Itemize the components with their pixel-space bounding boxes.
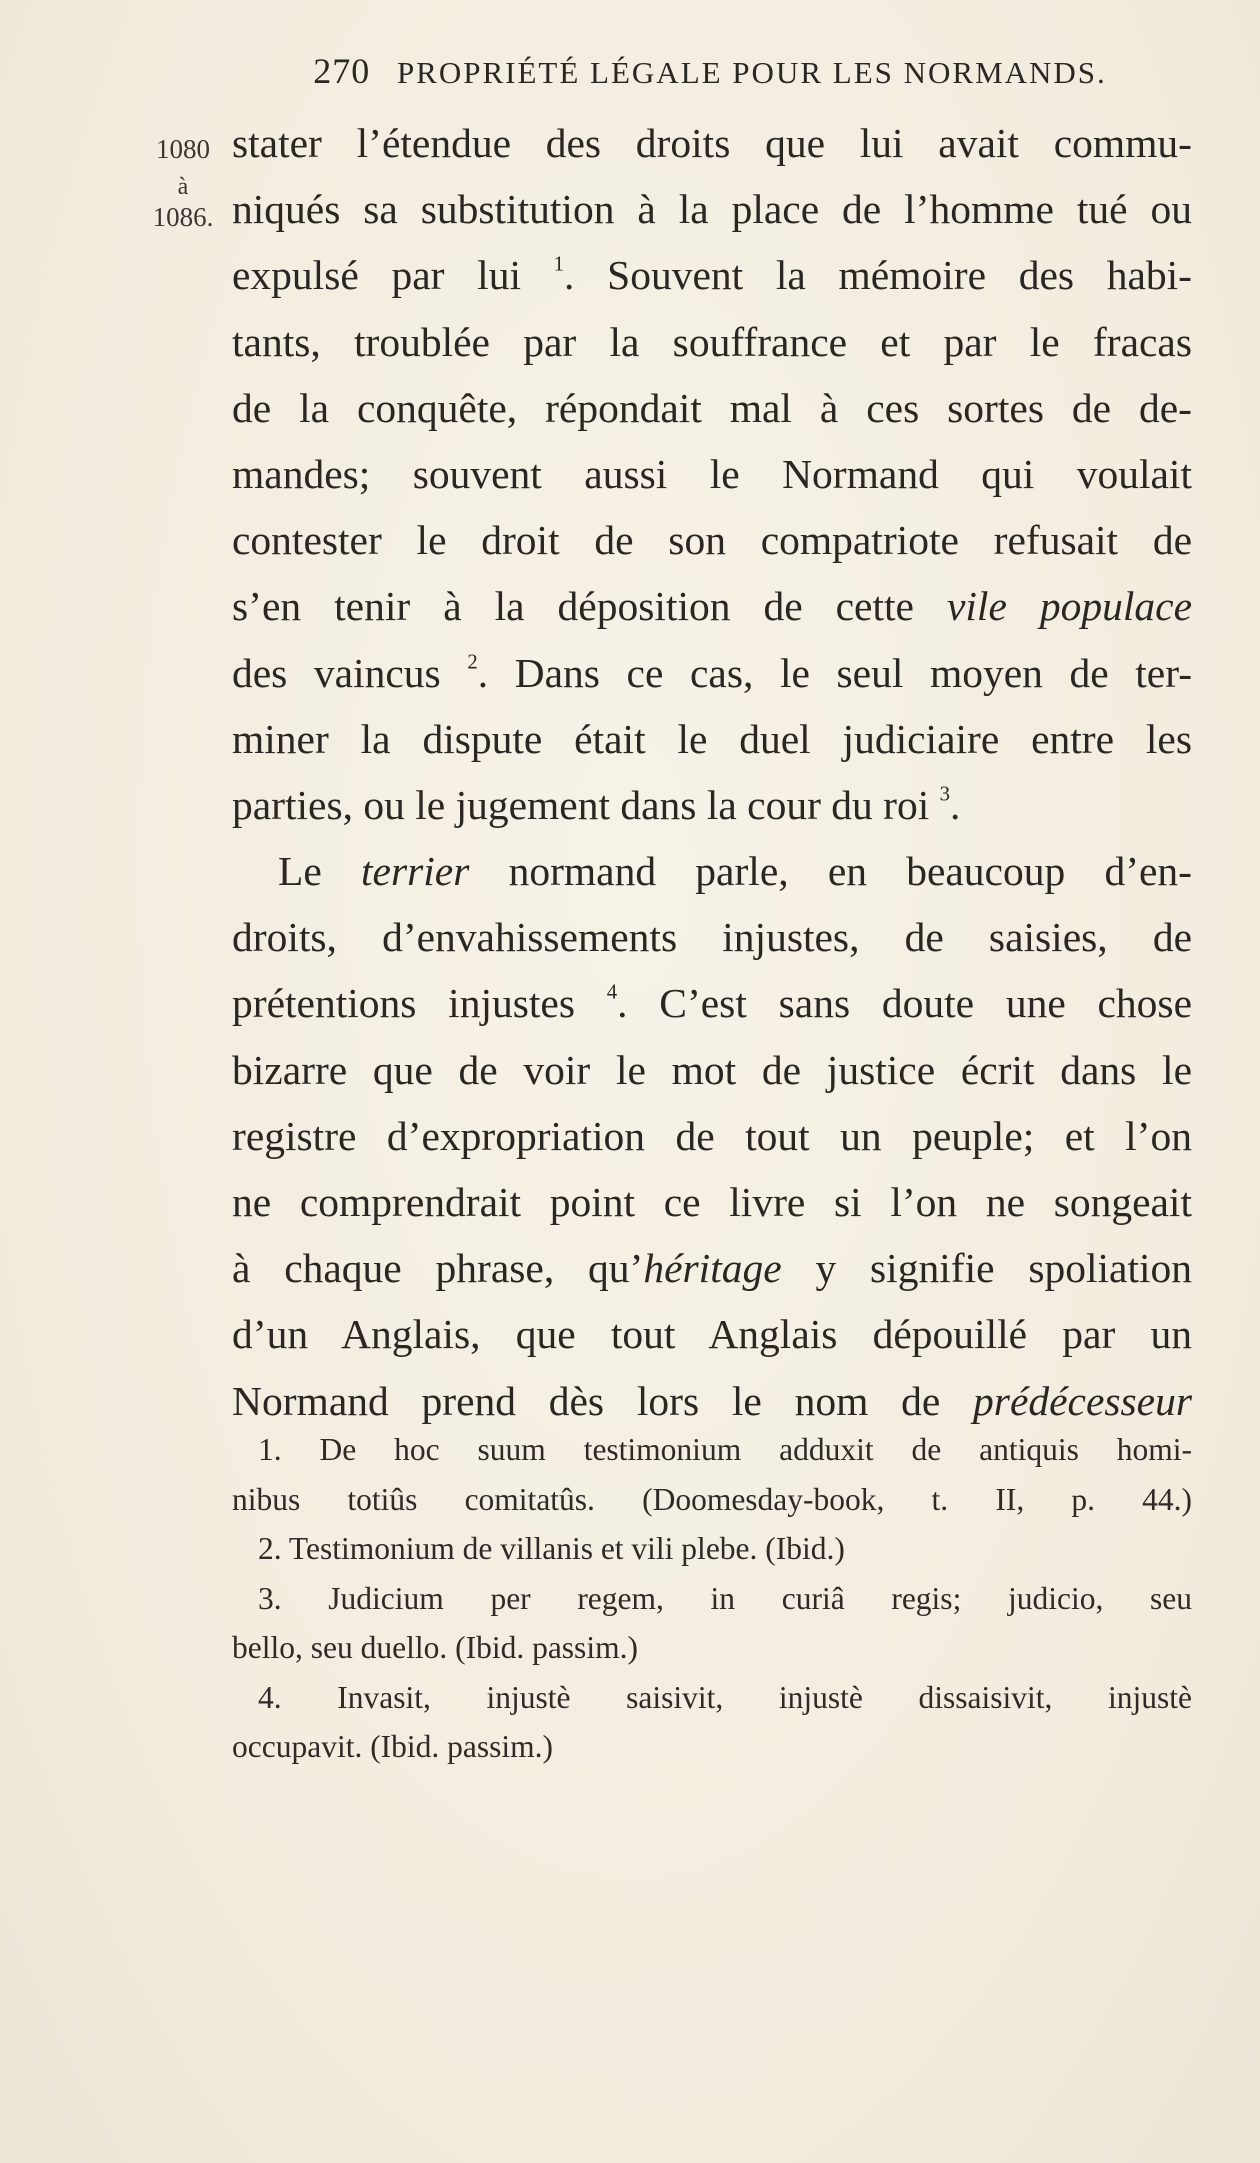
text-line: de la conquête, répondait mal à ces sortes de de-: [232, 384, 1192, 431]
page-number: 270: [313, 51, 371, 91]
footnote-ref: 2: [467, 650, 478, 673]
main-text: [232, 110, 1192, 1434]
text-fragment: Le: [278, 848, 322, 895]
footnote-ref: 4: [606, 981, 618, 1004]
text-fragment: expulsé par lui: [232, 252, 521, 299]
margin-date-from: 1080: [156, 134, 210, 164]
text-line: [232, 1368, 1192, 1434]
text-fragment: . Souvent la mémoire des habi-: [564, 252, 1192, 299]
text-line: tants, troublée par la souffrance et par le fracas: [232, 318, 1192, 365]
footnote-line: 4. Invasit, injustè saisivit, injustè dissaisivit, injustè: [258, 1679, 1192, 1715]
text-fragment: qu’: [588, 1245, 644, 1292]
footnote-ref: 3: [939, 783, 950, 806]
footnote-line: occupavit. (Ibid. passim.): [232, 1729, 554, 1764]
margin-date-to: 1086.: [152, 202, 214, 232]
text-fragment: Normand prend dès lors le nom de: [232, 1377, 941, 1424]
text-line: registre d’expropriation de tout un peuple; et l’on: [232, 1112, 1192, 1159]
text-fragment: y signifie spoliation: [815, 1245, 1193, 1292]
text-fragment: des vaincus: [232, 649, 441, 696]
footnote-line: bello, seu duello. (Ibid. passim.): [232, 1630, 638, 1665]
footnotes: [232, 1425, 1192, 1772]
text-fragment: parties, ou le jugement dans la cour du roi: [232, 781, 930, 828]
text-line: [232, 242, 1192, 308]
text-line: [232, 573, 1192, 639]
running-head: [230, 50, 1190, 92]
text-line: mandes; souvent aussi le Normand qui voulait: [232, 450, 1192, 497]
text-line: ne comprendrait point ce livre si l’on ne songeait: [232, 1179, 1192, 1225]
text-line: stater l’étendue des droits que lui avait commu-: [232, 120, 1192, 166]
footnote-line: 3. Judicium per regem, in curiâ regis; judicio, seu: [258, 1580, 1192, 1616]
text-line: [232, 640, 1192, 706]
italic-word: prédécesseur: [973, 1377, 1192, 1424]
footnote-line: 1. De hoc suum testimonium adduxit de antiquis homi-: [258, 1432, 1192, 1467]
text-line: [232, 970, 1192, 1036]
text-line: bizarre que de voir le mot de justice écrit dans le: [232, 1046, 1192, 1093]
italic-word: terrier: [361, 848, 470, 895]
text-line: [232, 838, 1192, 904]
running-title: PROPRIÉTÉ LÉGALE POUR LES NORMANDS.: [396, 55, 1107, 90]
text-fragment: . Dans ce cas, le seul moyen de ter-: [477, 649, 1193, 696]
italic-word: héritage: [643, 1245, 782, 1292]
text-line: niqués sa substitution à la place de l’homme tué ou: [232, 186, 1192, 233]
text-line: contester le droit de son compatriote refusait de: [232, 517, 1192, 564]
footnote-ref: 1: [553, 253, 565, 276]
text-fragment: .: [949, 781, 961, 828]
text-line: miner la dispute était le duel judiciaire entre les: [232, 715, 1192, 762]
text-line: d’un Anglais, que tout Anglais dépouillé par un: [232, 1311, 1192, 1358]
text-line: droits, d’envahissements injustes, de saisies, de: [232, 914, 1192, 961]
footnote-line: 2. Testimonium de villanis et vili plebe. (Ibid.): [258, 1531, 845, 1566]
text-fragment: normand parle, en beaucoup d’en-: [508, 848, 1193, 895]
text-line: [232, 772, 1192, 838]
margin-date-connector: à: [177, 174, 189, 200]
footnote-line: nibus totiûs comitatûs. (Doomesday-book, t. II, p. 44.): [232, 1481, 1192, 1517]
text-fragment: s’en tenir à la déposition de cette: [232, 583, 914, 630]
text-fragment: à chaque phrase,: [232, 1245, 555, 1292]
text-fragment: . C’est sans doute une chose: [617, 980, 1192, 1027]
text-line: [232, 1235, 1192, 1301]
text-fragment: prétentions injustes: [232, 980, 575, 1027]
italic-phrase: vile populace: [946, 583, 1192, 630]
